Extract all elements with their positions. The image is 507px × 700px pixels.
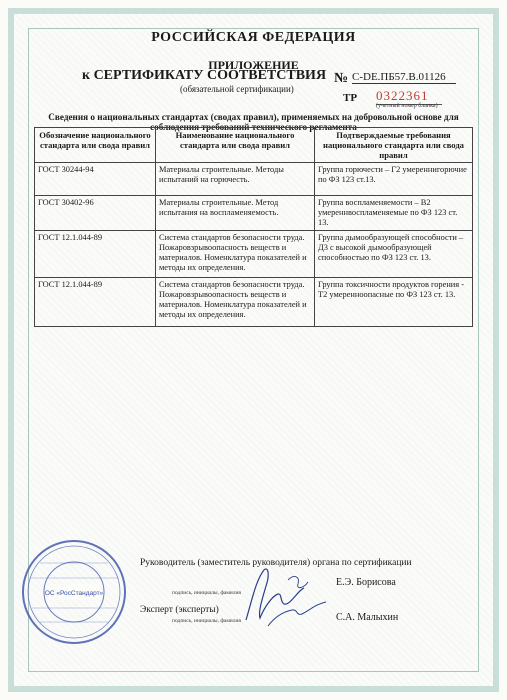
seal-center-text: ОС «РосСтандарт»	[44, 590, 104, 597]
table-row	[35, 196, 473, 231]
standard-requirements: Группа токсичности продуктов горения - Т2 умеренноопасные по ФЗ 123 ст. 13.	[315, 278, 473, 327]
standards-info-heading: Сведения о национальных стандартах (сводах правил), применяемых на добровольной основе для соблюдения требований технического регламента	[48, 112, 459, 132]
standard-requirements: Группа воспламеняемости – В2 умереннвоспламеняемые по ФЗ 123 ст. 13.	[315, 196, 473, 231]
table-header-row	[35, 128, 473, 163]
column-header-requirements: Подтверждаемые требования национального стандарта или свода правил	[315, 128, 473, 163]
table-row	[35, 163, 473, 196]
blank-number-caption: (учетный номер бланка)	[376, 103, 438, 109]
expert-signature-caption: подпись, инициалы, фамилия	[172, 618, 241, 624]
certification-type: (обязательной сертификации)	[180, 84, 294, 94]
expert-signature-label: Эксперт (эксперты)	[140, 605, 219, 615]
table-row	[35, 231, 473, 278]
head-signature-caption: подпись, инициалы, фамилия	[172, 590, 241, 596]
certificate-number: С-DE.ПБ57.В.01126	[352, 71, 456, 84]
certification-body-seal	[20, 538, 128, 646]
standard-code: ГОСТ 30402-96	[35, 196, 156, 231]
standard-name: Материалы строительные. Методы испытаний на горючесть.	[156, 163, 315, 196]
standard-requirements: Группа горючести – Г2 умереннигорючие по ФЗ 123 ст.13.	[315, 163, 473, 196]
tr-label: ТР	[343, 92, 358, 104]
standard-code: ГОСТ 30244-94	[35, 163, 156, 196]
standard-name: Материалы строительные. Метод испытания на воспламеняемость.	[156, 196, 315, 231]
handwritten-signatures	[238, 560, 333, 630]
expert-name: С.А. Малыхин	[336, 612, 399, 623]
number-sign: №	[334, 71, 349, 86]
standard-code: ГОСТ 12.1.044-89	[35, 278, 156, 327]
appendix-title: ПРИЛОЖЕНИЕ	[208, 58, 299, 72]
standard-code: ГОСТ 12.1.044-89	[35, 231, 156, 278]
table-row	[35, 278, 473, 327]
head-name: Е.Э. Борисова	[336, 577, 396, 588]
country-title: РОССИЙСКАЯ ФЕДЕРАЦИЯ	[151, 30, 356, 45]
column-header-name: Наименование национального стандарта или свода правил	[156, 128, 315, 163]
head-signature-label: Руководитель (заместитель руководителя) органа по сертификации	[140, 558, 412, 568]
column-header-code: Обозначение национального стандарта или свода правил	[35, 128, 156, 163]
standard-name: Система стандартов безопасности труда. Пожаровзрывоопасность веществ и материалов. Номенклатура показателей и методы их определения.	[156, 231, 315, 278]
standards-table	[34, 127, 473, 327]
standard-requirements: Группа дымообразующей способности – Д3 с высокой дымообразующей способностью по ФЗ 123 ст. 13.	[315, 231, 473, 278]
standard-name: Система стандартов безопасности труда. Пожаровзрывоопасность веществ и материалов. Номенклатура показателей и методы их определения.	[156, 278, 315, 327]
blank-number: 0322361	[376, 88, 442, 105]
certificate-title: к СЕРТИФИКАТУ СООТВЕТСТВИЯ	[82, 68, 327, 83]
